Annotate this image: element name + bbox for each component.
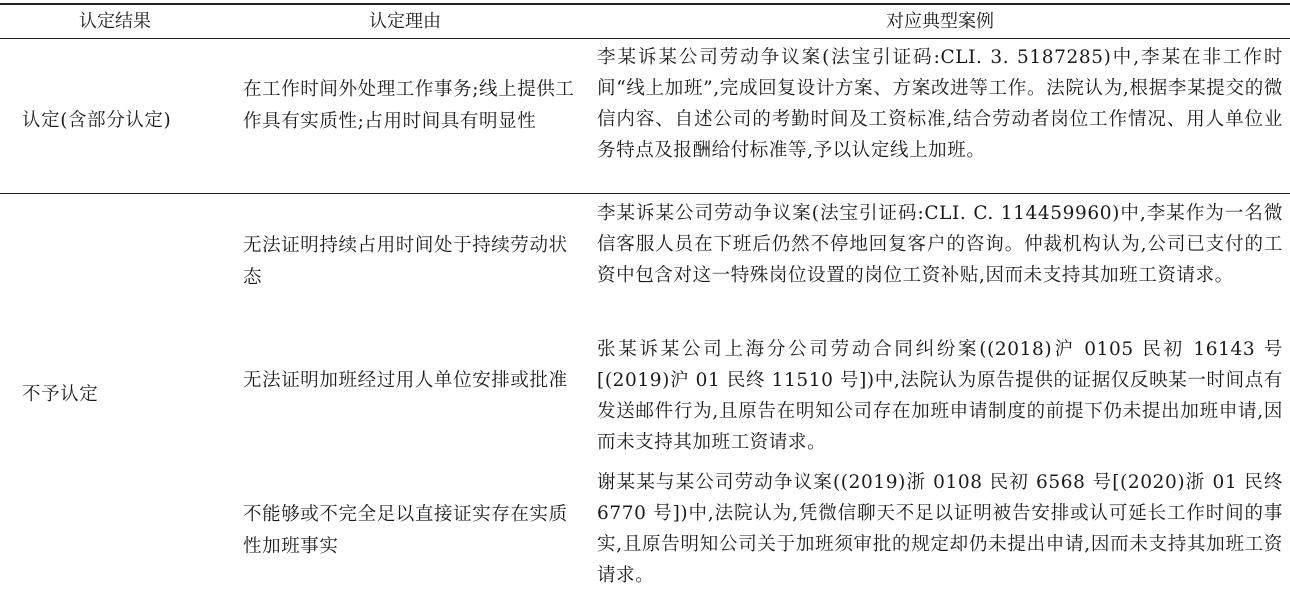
table-top-rule — [0, 3, 1290, 5]
header-result: 认定结果 — [79, 11, 151, 32]
result-not-recognized: 不予认定 — [22, 384, 99, 405]
header-case: 对应典型案例 — [886, 11, 994, 32]
case-cell: 谢某某与某公司劳动争议案((2019)浙 0108 民初 6568 号[(2020)浙 01 民终 6770 号])中,法院认为,凭微信聊天不足以证明被告安排或认可延长工作时间的事实,且原告明知公司关于加班须审批的规定却仍未提出申请,因而未支持其加班工资请求。 — [597, 472, 1283, 586]
group-divider — [0, 193, 1290, 194]
case-cell: 李某诉某公司劳动争议案(法宝引证码:CLI. C. 114459960)中,李某作为一名微信客服人员在下班后仍然不停地回复客户的咨询。仲裁机构认为,公司已支付的工资中包含对这一特殊岗位设置的岗位工资补贴,因而未支持其加班工资请求。 — [597, 203, 1283, 286]
case-cell: 李某诉某公司劳动争议案(法宝引证码:CLI. 3. 5187285)中,李某在非工作时间“线上加班”,完成回复设计方案、方案改进等工作。法院认为,根据李某提交的微信内容、自述公司的考勤时间及工资标准,结合劳动者岗位工作情况、用人单位业务特点及报酬给付标准等,予以认定线上加班。 — [597, 47, 1283, 161]
case-cell: 张某诉某公司上海分公司劳动合同纠纷案((2018)沪 0105 民初 16143 号[(2019)沪 01 民终 11510 号])中,法院认为原告提供的证据仅反映某一时间点有发送邮件行为,且原告在明知公司存在加班申请制度的前提下仍未提出加班申请,因而未支持其加班工资请求。 — [597, 339, 1283, 453]
result-recognized: 认定(含部分认定) — [22, 110, 172, 131]
header-reason: 认定理由 — [369, 11, 441, 32]
reason-cell: 不能够或不完全足以直接证实存在实质性加班事实 — [243, 504, 568, 557]
reason-cell: 无法证明加班经过用人单位安排或批准 — [243, 370, 568, 391]
header-rule — [0, 38, 1290, 39]
reason-cell: 无法证明持续占用时间处于持续劳动状态 — [243, 235, 568, 288]
reason-cell: 在工作时间外处理工作事务;线上提供工作具有实质性;占用时间具有明显性 — [243, 79, 575, 132]
